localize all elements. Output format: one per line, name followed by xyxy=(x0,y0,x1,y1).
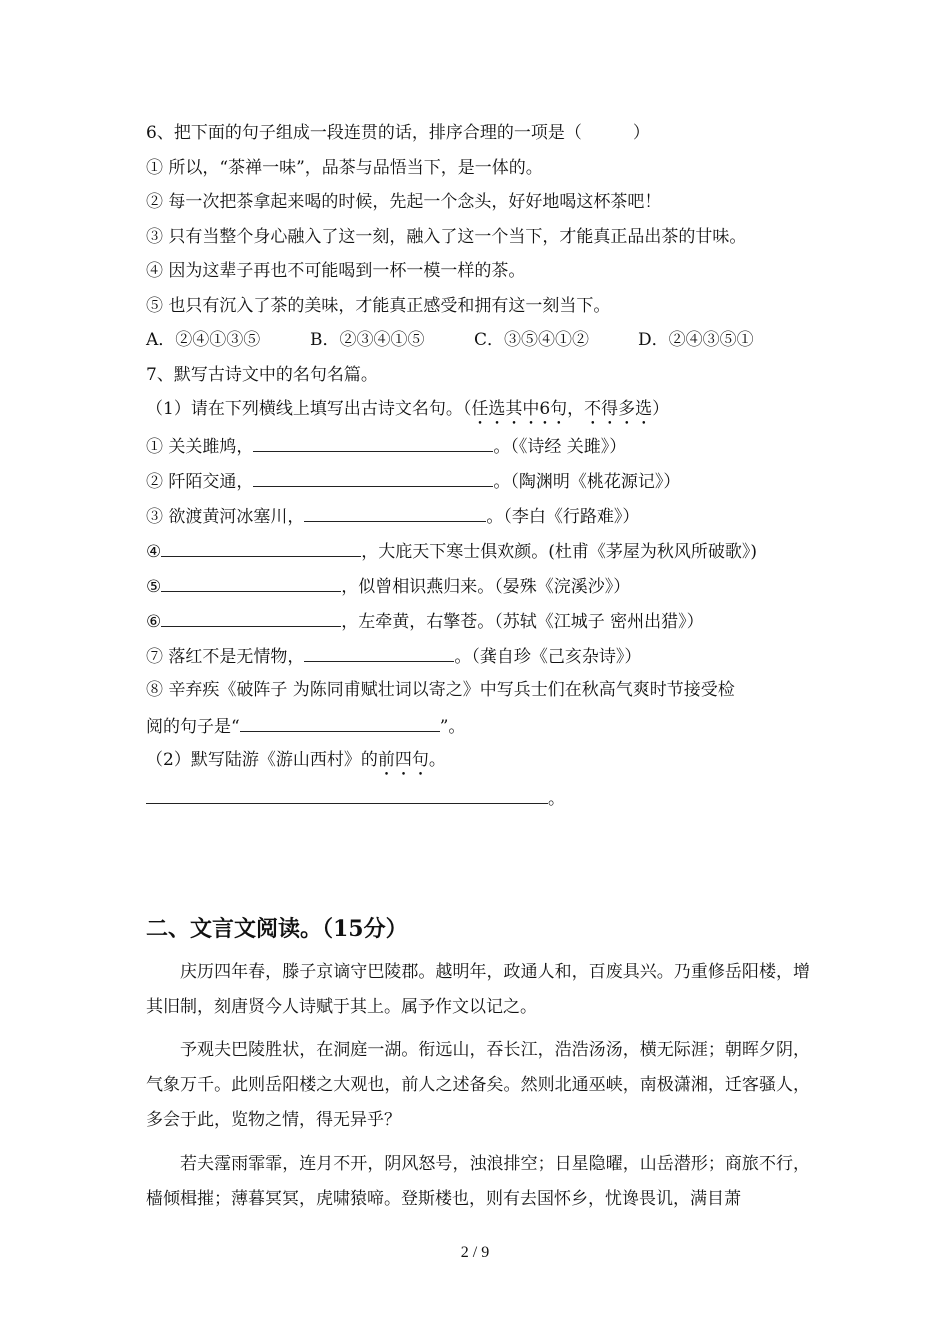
q7-item-8-line2 xyxy=(146,713,465,739)
q6-sentence-4: ④ 因为这辈子再也不可能喝到一杯一模一样的茶。 xyxy=(146,261,526,281)
answer-blank[interactable] xyxy=(240,713,440,732)
part1-prefix: （1）请在下列横线上填写出古诗文名句。（ xyxy=(146,399,472,419)
part2-dotted-emphasis: 前四句 xyxy=(377,750,429,770)
q7-part2-answer xyxy=(146,785,565,811)
item-post: ，大庇天下寒士俱欢颜。(杜甫《茅屋为秋风所破歌》) xyxy=(361,542,758,562)
item-post: 。（龚自珍《己亥杂诗》） xyxy=(454,647,642,667)
item-pre: ⑥ xyxy=(146,612,162,632)
item-pre: ⑤ xyxy=(146,577,162,597)
item-post: 。（李白《行路难》） xyxy=(486,507,640,527)
q6-sentence-2: ② 每一次把茶拿起来喝的时候，先起一个念头，好好地喝这杯茶吧！ xyxy=(146,192,662,212)
q6-sentence-1: ① 所以，“茶禅一味”，品茶与品悟当下，是一体的。 xyxy=(146,158,543,178)
answer-blank[interactable] xyxy=(304,643,454,662)
item-post: 。（《诗经 关雎》） xyxy=(493,437,627,457)
q7-part1-instruction xyxy=(146,397,669,429)
q7-item-7 xyxy=(146,643,641,669)
q7-item-8-line1: ⑧ 辛弃疾《破阵子 为陈同甫赋壮词以寄之》中写兵士们在秋高气爽时节接受检 xyxy=(146,680,735,700)
answer-blank[interactable] xyxy=(304,503,486,522)
part1-dotted-emphasis: 任选其中6句，不得多选 xyxy=(471,399,653,419)
q7-item-4 xyxy=(146,538,757,564)
answer-blank[interactable] xyxy=(161,538,361,557)
part2-suffix: 。 xyxy=(428,750,446,770)
q7-part2-instruction xyxy=(146,748,446,780)
option-b: B．②③④①⑤ xyxy=(310,330,425,350)
answer-blank[interactable] xyxy=(161,573,341,592)
passage-paragraph: 予观夫巴陵胜状，在洞庭一湖。衔远山，吞长江，浩浩汤汤，横无际涯；朝晖夕阴，气象万千。此则岳阳楼之大观也，前人之述备矣。然则北通巫峡，南极潇湘，迁客骚人，多会于此，览物之情，得无异乎？ xyxy=(146,1040,810,1130)
section-title: 二、文言文阅读。（15分） xyxy=(146,916,408,942)
part2-prefix: （2）默写陆游《游山西村》的 xyxy=(146,750,378,770)
page-number: 2 / 9 xyxy=(460,1244,490,1261)
q6-options xyxy=(146,328,754,352)
item-post: ，似曾相识燕归来。（晏殊《浣溪沙》） xyxy=(341,577,631,597)
item-post: ，左牵黄，右擎苍。（苏轼《江城子 密州出猎》） xyxy=(341,612,704,632)
q7-item-6 xyxy=(146,608,704,634)
q6-sentence-3: ③ 只有当整个身心融入了这一刻，融入了这一个当下，才能真正品出茶的甘味。 xyxy=(146,227,747,247)
answer-blank[interactable] xyxy=(253,433,493,452)
answer-blank[interactable] xyxy=(161,608,341,627)
item-pre: ① 关关雎鸠， xyxy=(146,437,254,457)
q7-item-5 xyxy=(146,573,630,599)
q7-stem: 7、默写古诗文中的名句名篇。 xyxy=(146,365,378,385)
option-d: D．②④③⑤① xyxy=(638,330,754,350)
q7-item-2 xyxy=(146,468,680,494)
answer-end: 。 xyxy=(548,789,565,809)
part1-suffix: ） xyxy=(652,399,670,419)
q7-item-1 xyxy=(146,433,626,459)
item-post: ”。 xyxy=(439,717,466,737)
item-pre: 阅的句子是“ xyxy=(146,717,240,737)
item-pre: ② 阡陌交通， xyxy=(146,472,254,492)
q7-item-3 xyxy=(146,503,639,529)
item-pre: ③ 欲渡黄河冰塞川， xyxy=(146,507,305,527)
option-c: C．③⑤④①② xyxy=(474,330,590,350)
q6-sentence-5: ⑤ 也只有沉入了茶的美味，才能真正感受和拥有这一刻当下。 xyxy=(146,296,611,316)
passage-paragraph: 若夫霪雨霏霏，连月不开，阴风怒号，浊浪排空；日星隐曜，山岳潜形；商旅不行，樯倾楫摧；薄暮冥冥，虎啸猿啼。登斯楼也，则有去国怀乡，忧谗畏讥，满目萧 xyxy=(146,1154,810,1209)
answer-blank[interactable] xyxy=(253,468,493,487)
item-pre: ④ xyxy=(146,542,162,562)
q6-stem: 6、把下面的句子组成一段连贯的话，排序合理的一项是（ ） xyxy=(146,123,650,143)
answer-blank[interactable] xyxy=(146,785,548,804)
passage-paragraph: 庆历四年春，滕子京谪守巴陵郡。越明年，政通人和，百废具兴。乃重修岳阳楼，增其旧制，刻唐贤今人诗赋于其上。属予作文以记之。 xyxy=(146,962,810,1017)
item-post: 。（陶渊明《桃花源记》） xyxy=(493,472,681,492)
item-pre: ⑦ 落红不是无情物， xyxy=(146,647,305,667)
option-a: A．②④①③⑤ xyxy=(146,330,261,350)
